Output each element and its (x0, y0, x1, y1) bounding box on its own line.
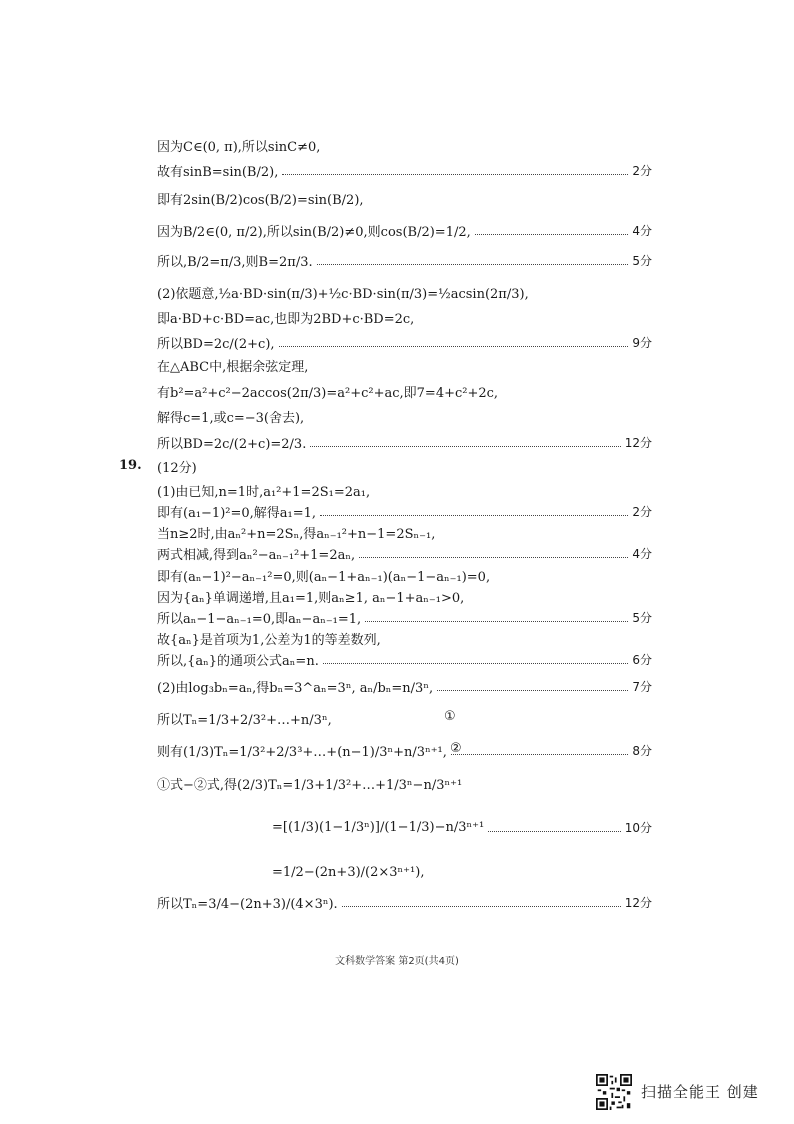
line-text: 当n≥2时,由aₙ²+n=2Sₙ,得aₙ₋₁²+n−1=2Sₙ₋₁, (157, 526, 436, 542)
solution-line (157, 330, 652, 354)
line-text: (12分) (157, 460, 197, 476)
line-text: 即有(a₁−1)²=0,解得a₁=1, (157, 505, 317, 521)
line-text: 即有2sin(B/2)cos(B/2)=sin(B/2), (157, 192, 364, 208)
scanner-brand-label: 扫描全能王 创建 (641, 1083, 759, 1101)
score-label: 2分 (632, 504, 652, 519)
line-text: 有b²=a²+c²−2accos(2π/3)=a²+c²+ac,即7=4+c²+2c, (157, 385, 499, 401)
line-text: 所以BD=2c/(2+c), (157, 336, 275, 352)
leader-dots (365, 621, 628, 622)
score-label: 2分 (632, 163, 652, 178)
equation-marker-1: ① (444, 709, 456, 724)
line-text: (1)由已知,n=1时,a₁²+1=2S₁=2a₁, (157, 484, 371, 500)
solution-line (157, 454, 652, 478)
leader-dots (488, 831, 621, 832)
leader-dots (359, 557, 628, 558)
solution-line (157, 280, 652, 304)
solution-line (157, 186, 652, 210)
question-number: 19. (119, 458, 142, 473)
page-footer: 文科数学答案 第2页(共4页) (335, 956, 459, 967)
leader-dots (342, 906, 621, 907)
line-text: 则有(1/3)Tₙ=1/3²+2/3³+…+(n−1)/3ⁿ+n/3ⁿ⁺¹, (157, 744, 447, 760)
score-label: 10分 (624, 820, 652, 835)
solution-line (157, 158, 652, 182)
score-label: 8分 (632, 743, 652, 758)
solution-line (157, 541, 652, 565)
final-result: 所以Tₙ=3/4−(2n+3)/(4×3ⁿ). (157, 896, 338, 912)
score-label: 4分 (632, 223, 652, 238)
score-label: 5分 (632, 253, 652, 268)
solution-line (157, 674, 652, 698)
line-text: 解得c=1,或c=−3(舍去), (157, 410, 305, 426)
solution-line (157, 404, 652, 428)
solution-line (157, 430, 652, 454)
leader-dots (475, 234, 629, 235)
line-text: 故{aₙ}是首项为1,公差为1的等差数列, (157, 632, 381, 648)
leader-dots (320, 515, 628, 516)
line-text: 因为{aₙ}单调递增,且a₁=1,则aₙ≥1, aₙ−1+aₙ₋₁>0, (157, 590, 465, 606)
line-text: 两式相减,得到aₙ²−aₙ₋₁²+1=2aₙ, (157, 547, 356, 563)
leader-dots (451, 754, 628, 755)
step-text: =[(1/3)(1−1/3ⁿ)]/(1−1/3)−n/3ⁿ⁺¹ (272, 819, 485, 835)
equation-marker-2: ② (450, 741, 462, 756)
solution-line (157, 248, 652, 272)
solution-line (157, 771, 652, 795)
leader-dots (323, 663, 629, 664)
solution-line (157, 738, 652, 762)
solution-line (157, 218, 652, 242)
leader-dots (279, 346, 629, 347)
line-text: 因为B/2∈(0, π/2),所以sin(B/2)≠0,则cos(B/2)=1/2, (157, 224, 471, 240)
solution-line (157, 706, 652, 730)
line-text: 即有(aₙ−1)²−aₙ₋₁²=0,则(aₙ−1+aₙ₋₁)(aₙ−1−aₙ₋₁)=0, (157, 569, 491, 585)
leader-dots (282, 174, 628, 175)
score-label: 12分 (624, 895, 652, 910)
leader-dots (317, 264, 629, 265)
line-text: 所以BD=2c/(2+c)=2/3. (157, 436, 307, 452)
line-text: 所以,B/2=π/3,则B=2π/3. (157, 254, 313, 270)
solution-line (157, 305, 652, 329)
line-text: 所以Tₙ=1/3+2/3²+…+n/3ⁿ, (157, 712, 332, 728)
solution-line (157, 133, 652, 157)
score-label: 12分 (624, 435, 652, 450)
solution-line (157, 353, 652, 377)
line-text: 所以,{aₙ}的通项公式aₙ=n. (157, 653, 319, 669)
line-text: 所以aₙ−1−aₙ₋₁=0,即aₙ−aₙ₋₁=1, (157, 611, 362, 627)
solution-line (157, 379, 652, 403)
line-text: 故有sinB=sin(B/2), (157, 164, 279, 180)
score-label: 7分 (632, 679, 652, 694)
score-label: 9分 (632, 335, 652, 350)
qr-code-icon (596, 1074, 632, 1110)
derivation-step (272, 815, 652, 839)
line-text: 即a·BD+c·BD=ac,也即为2BD+c·BD=2c, (157, 311, 415, 327)
leader-dots (310, 446, 620, 447)
line-text: 在△ABC中,根据余弦定理, (157, 359, 309, 375)
score-label: 4分 (632, 546, 652, 561)
derivation-step (272, 860, 652, 884)
solution-line (157, 647, 652, 671)
line-text: 因为C∈(0, π),所以sinC≠0, (157, 139, 321, 155)
score-label: 6分 (632, 652, 652, 667)
step-text: =1/2−(2n+3)/(2×3ⁿ⁺¹), (272, 864, 425, 880)
solution-line (157, 890, 652, 914)
line-text: (2)由log₃bₙ=aₙ,得bₙ=3^aₙ=3ⁿ, aₙ/bₙ=n/3ⁿ, (157, 680, 434, 696)
score-label: 5分 (632, 610, 652, 625)
line-text: (2)依题意,½a·BD·sin(π/3)+½c·BD·sin(π/3)=½acsin(2π/3), (157, 286, 529, 302)
leader-dots (437, 690, 628, 691)
line-text: ①式−②式,得(2/3)Tₙ=1/3+1/3²+…+1/3ⁿ−n/3ⁿ⁺¹ (157, 777, 463, 793)
